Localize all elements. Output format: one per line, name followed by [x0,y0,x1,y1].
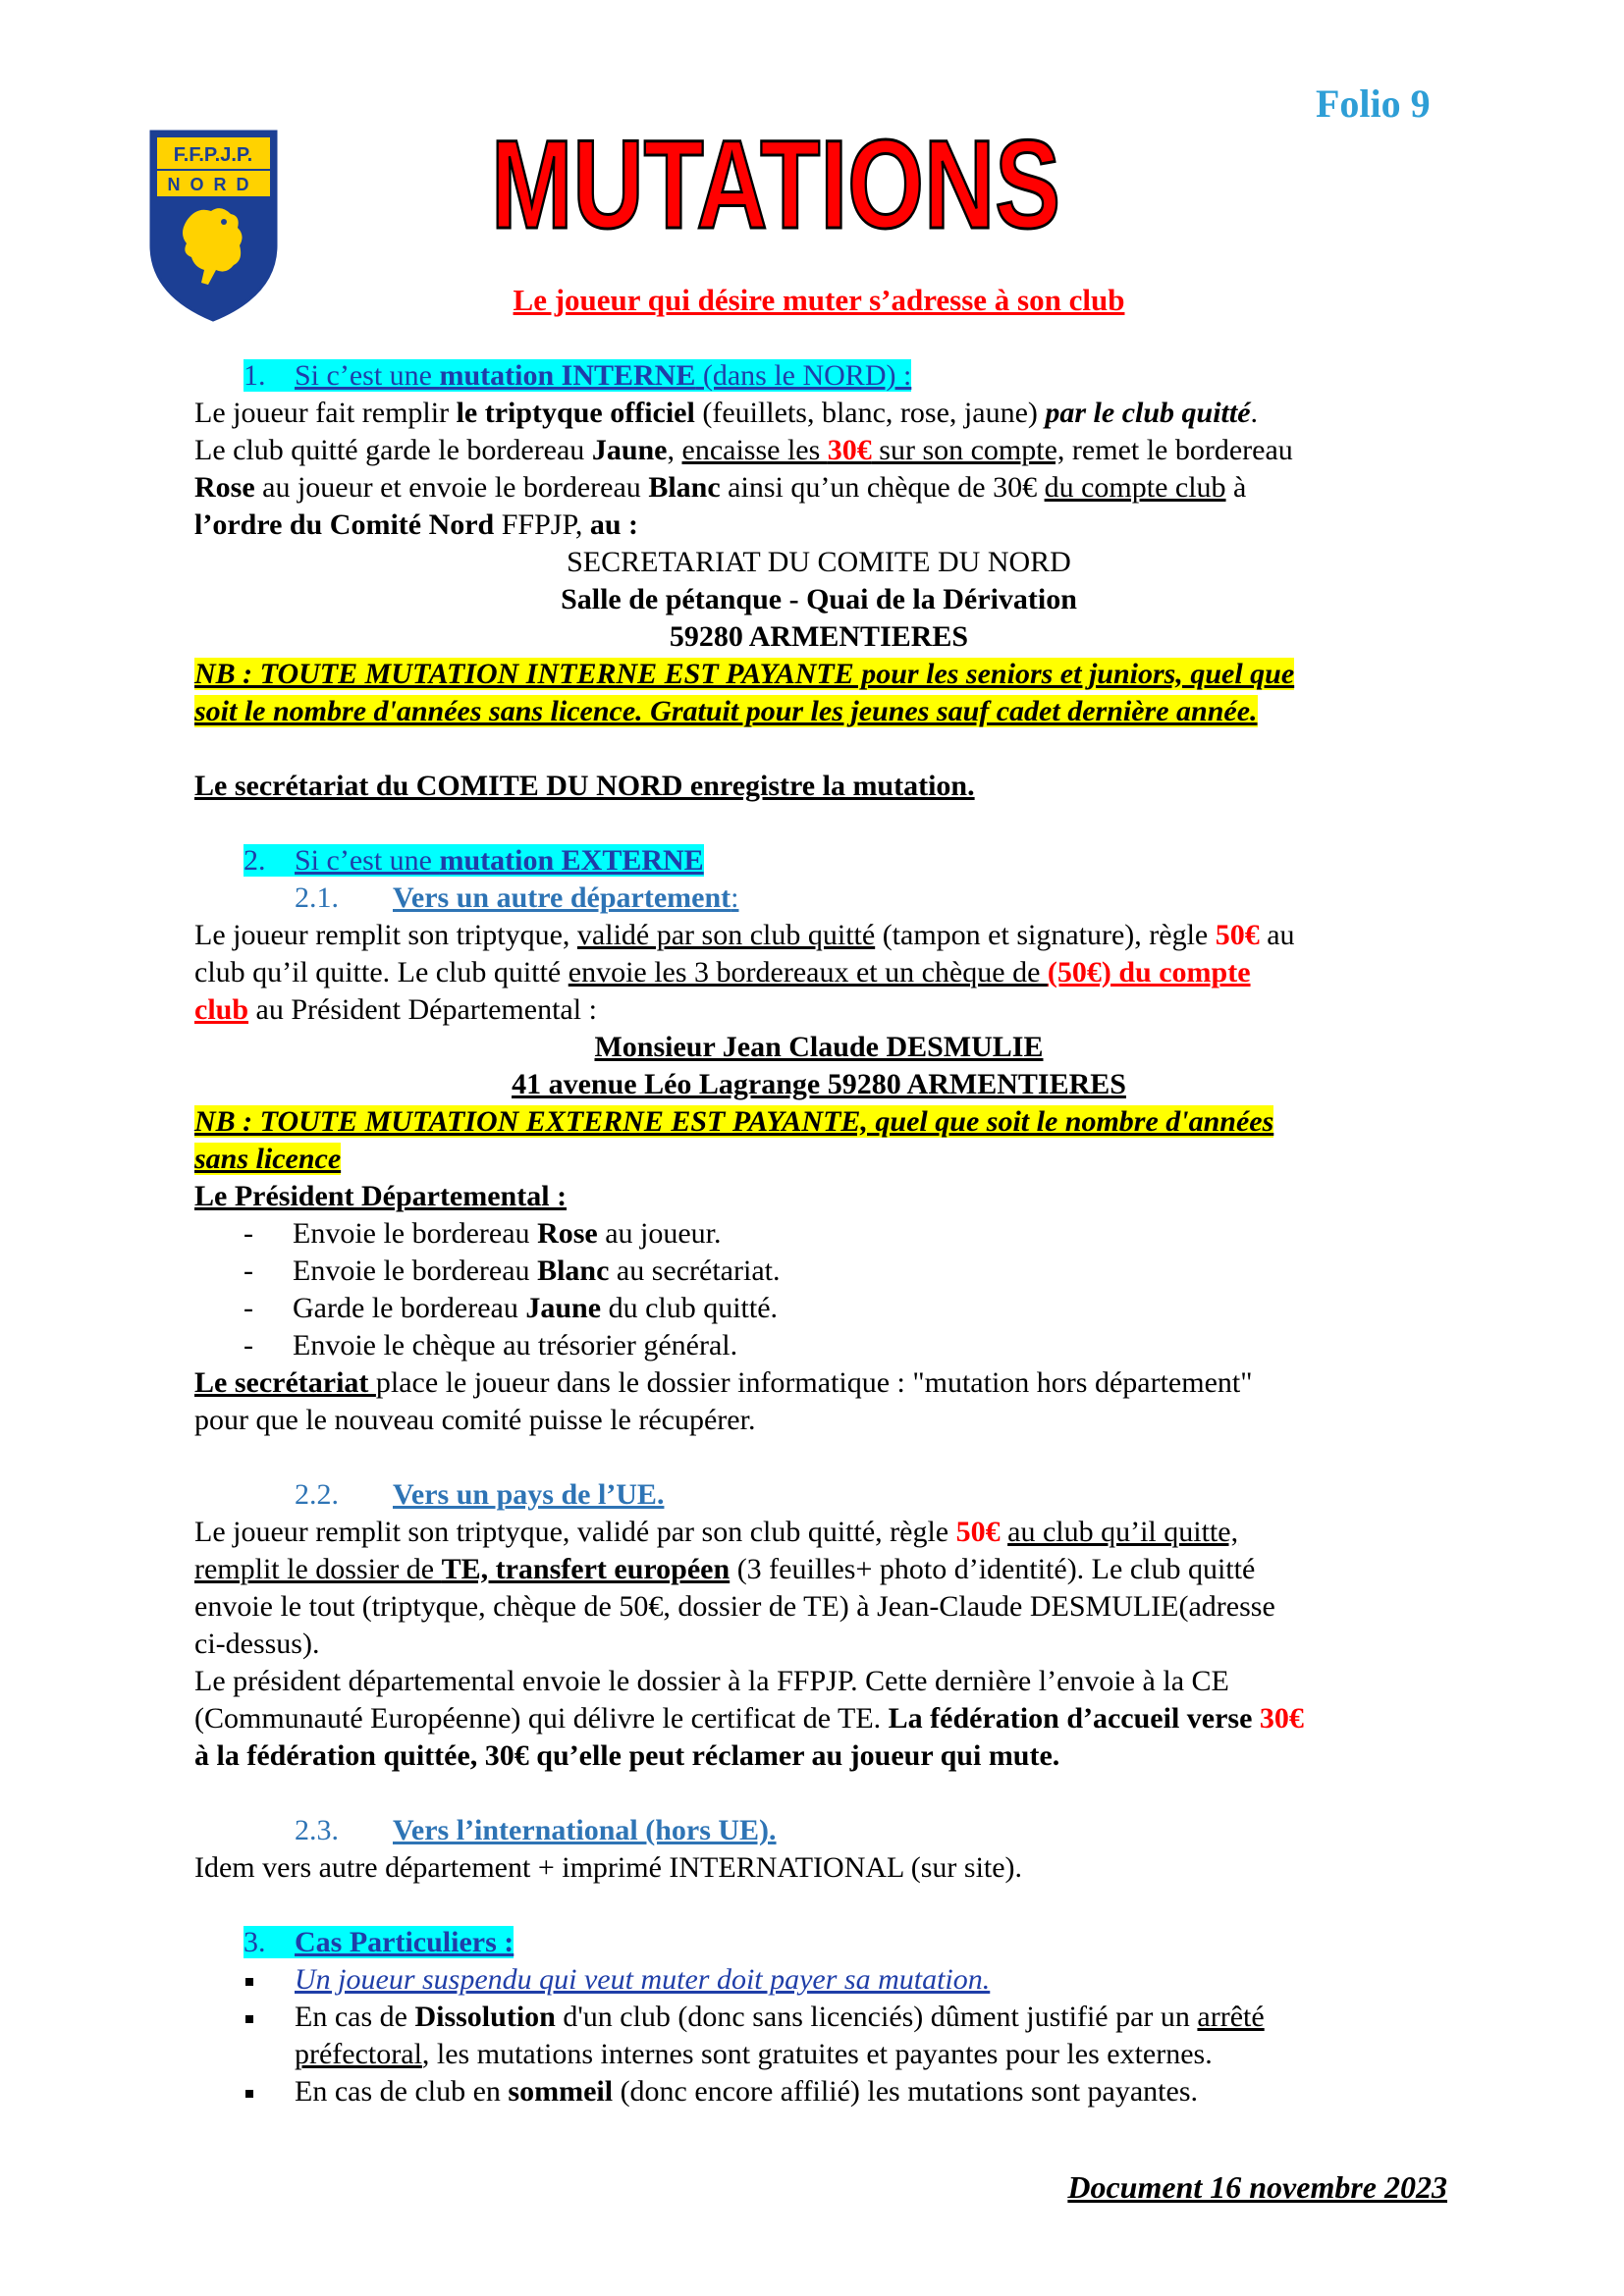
folio-number: Folio 9 [1316,81,1431,126]
section1-heading: 1. Si c’est une mutation INTERNE (dans le NORD) : [244,359,912,392]
s1-line4: l’ordre du Comité Nord FFPJP, au : [194,508,639,541]
s2-sub2-heading: 2.2. Vers un pays de l’UE. [295,1478,665,1511]
s2-sub3-heading: 2.3. Vers l’international (hors UE). [295,1814,777,1846]
s2-secretariat-line2: pour que le nouveau comité puisse le récupérer. [194,1404,756,1436]
list-item: - Envoie le bordereau Rose au joueur. [244,1217,722,1250]
s2-nb-line2: sans licence [194,1143,342,1175]
s2-line1: Le joueur remplit son triptyque, validé par son club quitté (tampon et signature), règle 50€ au [194,919,1295,951]
s2-ue-line3: envoie le tout (triptyque, chèque de 50€, dossier de TE) à Jean-Claude DESMULIE(adresse [194,1590,1275,1623]
s1-line2: Le club quitté garde le bordereau Jaune, encaisse les 30€ sur son compte, remet le bordereau [194,434,1293,466]
page-title [481,115,1070,255]
s2-ue-line6: (Communauté Européenne) qui délivre le certificat de TE. La fédération d’accueil verse 30€ [194,1702,1304,1735]
s2-ue-line2: remplit le dossier de TE, transfert européen (3 feuilles+ photo d’identité). Le club quitté [194,1553,1256,1585]
s2-ue-line5: Le président départemental envoie le dossier à la FFPJP. Cette dernière l’envoie à la CE [194,1665,1229,1697]
bullet-icon [245,1978,253,1986]
s1-registration: Le secrétariat du COMITE DU NORD enregistre la mutation. [194,770,975,802]
s2-president-heading: Le Président Départemental : [194,1180,568,1212]
s2-line3: club au Président Départemental : [194,993,597,1026]
s2-ue-line4: ci-dessus). [194,1628,320,1660]
list-item: - Envoie le chèque au trésorier général. [244,1329,738,1362]
list-item: En cas de Dissolution d'un club (donc sans licenciés) dûment justifié par un arrêté [245,1999,1265,2036]
s1-line1: Le joueur fait remplir le triptyque officiel (feuillets, blanc, rose, jaune) par le club quitté. [194,397,1259,429]
document-date-footer: Document 16 novembre 2023 [1067,2169,1447,2205]
s1-address-1: SECRETARIAT DU COMITE DU NORD [567,546,1071,578]
s1-nb-line2: soit le nombre d'années sans licence. Gratuit pour les jeunes sauf cadet dernière année. [194,695,1258,727]
s1-nb-line1: NB : TOUTE MUTATION INTERNE EST PAYANTE pour les seniors et juniors, quel que [194,658,1295,690]
logo-line2: NORD [167,175,259,194]
s2-address-1: Monsieur Jean Claude DESMULIE [594,1031,1044,1063]
title-text: MUTATIONS [491,115,1060,255]
list-item-continuation: préfectoral, les mutations internes sont gratuites et payantes pour les externes. [295,2038,1213,2070]
bullet-icon [245,2015,253,2023]
list-item: En cas de club en sommeil (donc encore affilié) les mutations sont payantes. [245,2073,1198,2110]
s2-ue-line1: Le joueur remplit son triptyque, validé par son club quitté, règle 50€ au club qu’il quitte, [194,1516,1239,1548]
s2-sub1-heading: 2.1. Vers un autre département: [295,881,739,914]
section2-heading: 2. Si c’est une mutation EXTERNE [244,844,704,877]
s1-address-2: Salle de pétanque - Quai de la Dérivation [561,583,1077,615]
list-item: Un joueur suspendu qui veut muter doit payer sa mutation. [245,1961,990,1999]
s1-line3: Rose au joueur et envoie le bordereau Blanc ainsi qu’un chèque de 30€ du compte club à [194,471,1247,504]
s2-nb-line1: NB : TOUTE MUTATION EXTERNE EST PAYANTE, quel que soit le nombre d'années [194,1105,1274,1138]
logo-line1: F.F.P.J.P. [173,144,253,166]
subtitle: Le joueur qui désire muter s’adresse à son club [513,283,1125,317]
s2-intl-line: Idem vers autre département + imprimé INTERNATIONAL (sur site). [194,1851,1023,1884]
s1-address-3: 59280 ARMENTIERES [669,620,969,653]
bullet-icon [245,2090,253,2098]
s2-address-2: 41 avenue Léo Lagrange 59280 ARMENTIERES [512,1068,1126,1100]
list-item: - Garde le bordereau Jaune du club quitté. [244,1292,779,1324]
list-item: - Envoie le bordereau Blanc au secrétariat. [244,1255,781,1287]
s2-ue-line7: à la fédération quittée, 30€ qu’elle peut réclamer au joueur qui mute. [194,1739,1060,1772]
s2-secretariat-line1: Le secrétariat place le joueur dans le dossier informatique : "mutation hors département" [194,1366,1253,1399]
section3-heading: 3. Cas Particuliers : [244,1926,514,1958]
s2-line2: club qu’il quitte. Le club quitté envoie les 3 bordereaux et un chèque de (50€) du compte [194,956,1251,988]
